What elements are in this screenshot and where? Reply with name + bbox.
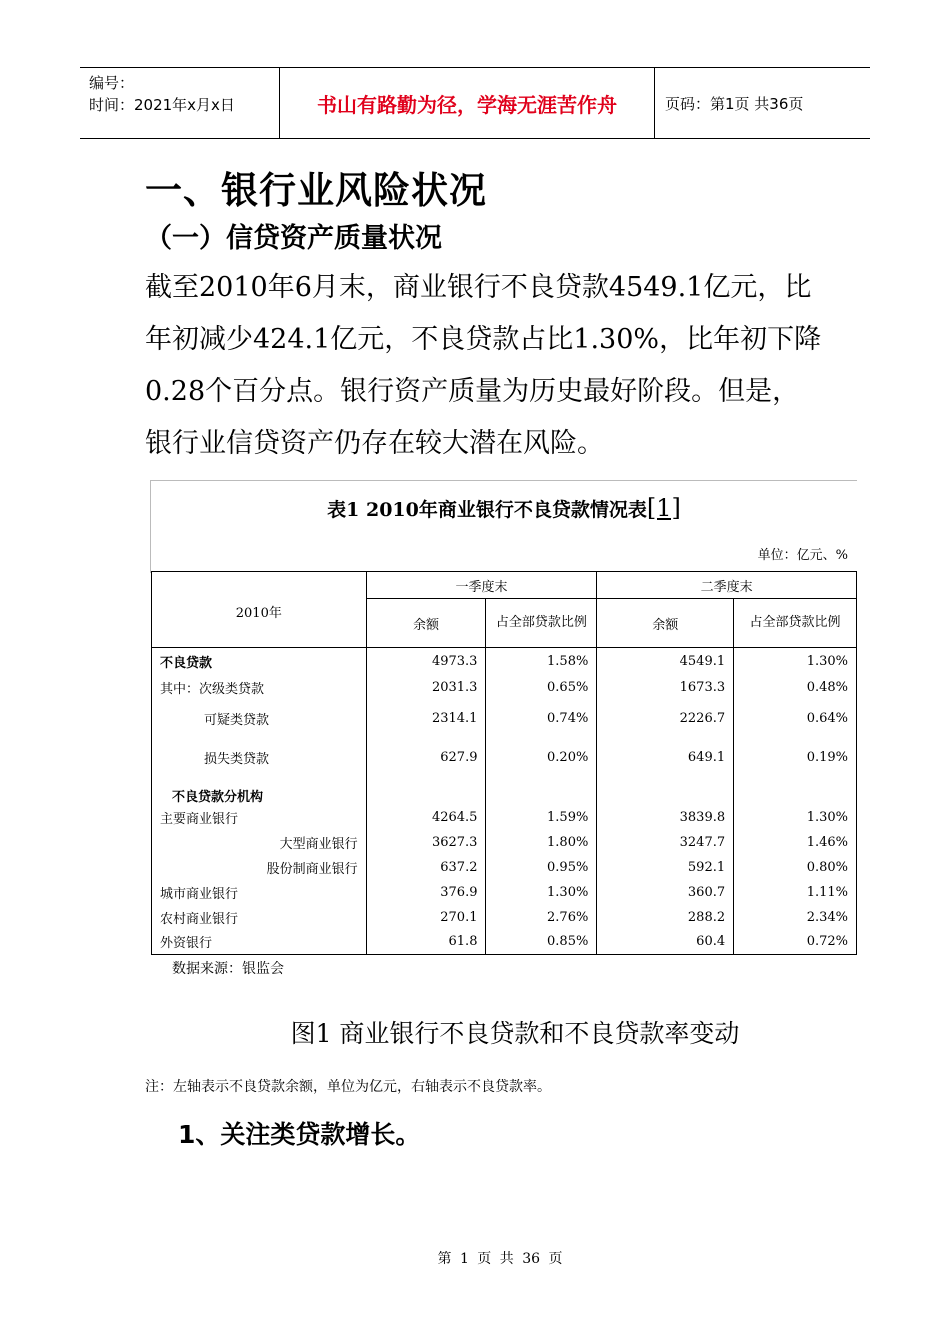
q2-ratio: 0.48%	[734, 675, 857, 700]
q2-balance	[597, 778, 734, 805]
q2-balance: 3247.7	[597, 830, 734, 855]
q2-ratio: 1.46%	[734, 830, 857, 855]
table-source: 数据来源：银监会	[172, 961, 284, 977]
table-title-text: 表1 2010年商业银行不良贷款情况表	[327, 499, 647, 521]
q2-ratio: 0.19%	[734, 738, 857, 778]
year-header: 2010年	[152, 572, 367, 648]
code-label: 编号：	[89, 74, 135, 92]
q1-ratio: 0.85%	[486, 930, 597, 955]
figure-caption: 图1 商业银行不良贷款和不良贷款率变动	[290, 1019, 740, 1048]
table-row	[152, 700, 857, 738]
row-label: 不良贷款分机构	[152, 778, 367, 805]
q2-balance: 60.4	[597, 930, 734, 955]
q1-ratio: 1.80%	[486, 830, 597, 855]
table-unit: 单位：亿元、%	[757, 548, 848, 563]
q2-balance-header: 余额	[597, 599, 734, 648]
page-header	[80, 67, 870, 139]
q1-balance: 3627.3	[366, 830, 486, 855]
q2-ratio: 0.64%	[734, 700, 857, 738]
row-label: 可疑类贷款	[152, 700, 367, 738]
row-label: 城市商业银行	[152, 880, 367, 905]
heading-3: 1、关注类贷款增长。	[178, 1120, 421, 1149]
q2-ratio: 2.34%	[734, 905, 857, 930]
q1-balance: 376.9	[366, 880, 486, 905]
q1-balance: 4264.5	[366, 805, 486, 830]
header-motto: 书山有路勤为径，学海无涯苦作舟	[280, 68, 655, 138]
page-footer: 第 1 页 共 36 页	[437, 1251, 563, 1267]
row-label: 外资银行	[152, 930, 367, 955]
q2-balance: 1673.3	[597, 675, 734, 700]
q2-balance: 360.7	[597, 880, 734, 905]
q1-ratio: 1.59%	[486, 805, 597, 830]
q1-ratio: 1.30%	[486, 880, 597, 905]
table-row	[152, 778, 857, 805]
q2-ratio: 0.72%	[734, 930, 857, 955]
table-row	[152, 805, 857, 830]
q2-balance: 592.1	[597, 855, 734, 880]
table-row	[152, 930, 857, 955]
q1-ratio: 0.20%	[486, 738, 597, 778]
q1-balance: 637.2	[366, 855, 486, 880]
npl-table-block	[150, 480, 858, 954]
row-label: 不良贷款	[152, 648, 367, 675]
table-row	[152, 675, 857, 700]
q2-balance: 3839.8	[597, 805, 734, 830]
table-row	[152, 830, 857, 855]
q2-balance: 649.1	[597, 738, 734, 778]
q1-balance: 627.9	[366, 738, 486, 778]
row-label: 股份制商业银行	[152, 855, 367, 880]
q1-balance-header: 余额	[366, 599, 486, 648]
q1-balance: 4973.3	[366, 648, 486, 675]
heading-2: （一）信贷资产质量状况	[145, 223, 442, 254]
q2-ratio: 1.30%	[734, 648, 857, 675]
row-label: 农村商业银行	[152, 905, 367, 930]
row-label: 损失类贷款	[152, 738, 367, 778]
q1-ratio: 0.65%	[486, 675, 597, 700]
q2-ratio-header: 占全部贷款比例	[734, 599, 857, 648]
q2-ratio: 1.30%	[734, 805, 857, 830]
q1-ratio: 1.58%	[486, 648, 597, 675]
q1-ratio-header: 占全部贷款比例	[486, 599, 597, 648]
table-frame-top	[150, 480, 857, 481]
table-reference-link[interactable]: [1]	[646, 494, 681, 522]
q1-balance	[366, 778, 486, 805]
table-row	[152, 855, 857, 880]
q1-header: 一季度末	[366, 572, 597, 599]
table-title	[150, 494, 858, 522]
table-row	[152, 880, 857, 905]
date-label: 时间：2021年x月x日	[89, 96, 235, 114]
q2-balance: 4549.1	[597, 648, 734, 675]
row-label: 其中：次级类贷款	[152, 675, 367, 700]
header-meta	[80, 68, 280, 138]
q2-ratio	[734, 778, 857, 805]
header-page-info: 页码：第1页 共36页	[665, 94, 804, 113]
table-row	[152, 905, 857, 930]
body-paragraph: 截至2010年6月末，商业银行不良贷款4549.1亿元，比年初减少424.1亿元，不良贷款占比1.30%，比年初下降0.28个百分点。银行资产质量为历史最好阶段。但是，银行业信贷资产仍存在较大潜在风险。	[145, 272, 822, 459]
figure-note: 注：左轴表示不良贷款余额，单位为亿元，右轴表示不良贷款率。	[145, 1079, 551, 1095]
q1-ratio: 0.74%	[486, 700, 597, 738]
q2-ratio: 0.80%	[734, 855, 857, 880]
heading-1: 一、银行业风险状况	[145, 169, 487, 212]
row-label: 主要商业银行	[152, 805, 367, 830]
q2-ratio: 1.11%	[734, 880, 857, 905]
row-label: 大型商业银行	[152, 830, 367, 855]
q2-balance: 2226.7	[597, 700, 734, 738]
q1-ratio: 0.95%	[486, 855, 597, 880]
table-row	[152, 738, 857, 778]
q2-balance: 288.2	[597, 905, 734, 930]
npl-table	[151, 571, 857, 955]
q1-balance: 2031.3	[366, 675, 486, 700]
q2-header: 二季度末	[597, 572, 857, 599]
q1-balance: 270.1	[366, 905, 486, 930]
q1-ratio	[486, 778, 597, 805]
q1-balance: 61.8	[366, 930, 486, 955]
table-row	[152, 648, 857, 675]
q1-balance: 2314.1	[366, 700, 486, 738]
q1-ratio: 2.76%	[486, 905, 597, 930]
